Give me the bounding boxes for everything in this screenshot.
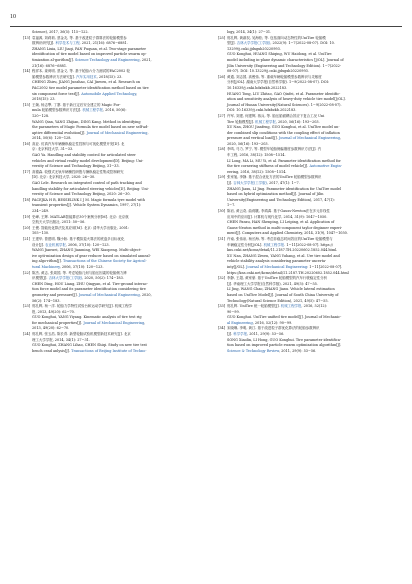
- reference-entry: [23, 69, 205, 103]
- reference-entry: [23, 226, 205, 237]
- reference-line: ation and sensitivity analysis of heavy-duty vehicle tire model[J/OL].: [227, 97, 346, 102]
- journal-name-link[interactable]: 科学学报: [233, 332, 248, 337]
- reference-line: 2014, 50(6): 120−128.: [32, 136, 72, 141]
- reference-entry: [218, 36, 400, 75]
- reference-line: aptive differential evolution[J]. Journal of Mechanical Engineering,: [32, 130, 149, 135]
- reference-number: [25]: [218, 35, 226, 40]
- reference-line: CHEN Ding, HOU Liang, ZHU Qingyan, et al. Tire-ground interac-: [32, 281, 148, 286]
- reference-line: based on hybrid optimization method[J]. Journal of Jilin: [227, 192, 324, 197]
- reference-line: vehicles and virtual reality model development[D]. Beijing: Uni-: [32, 158, 144, 163]
- reference-line: GUO Konghui, YANG Yiyang. Kinematic analysis of tire test rig: [32, 315, 142, 320]
- journal-name-link[interactable]: Journal of Mechanical Engineering: [83, 320, 145, 325]
- reference-entry: [23, 170, 205, 198]
- reference-line: al Engineering, 2016, 52(12): 90−99.: [227, 320, 293, 325]
- reference-line: Journal of Hunan University(Natural Sciences). 1−9(2022-08-07).: [227, 102, 342, 107]
- reference-line: 许军, 刘建, 何建辉, 蒋兵, 等. 胎压胎面耦合效应下复合工况 Uni: [227, 113, 325, 118]
- reference-line: [D]. 北京: 北京科技大学, 2020: 26−30.: [32, 175, 96, 180]
- reference-line: LI Jing, WANG Chao, ZHANG Jiaxu. Vehicle lateral estimation: [227, 287, 335, 292]
- reference-line: 郭孔辉, 张玉浩, 陈长青. 新型轮胎试验机模型新技术研究[J]. 北京: [32, 332, 131, 337]
- reference-line: 2013, 49(20): 62−70.: [32, 326, 70, 331]
- journal-name-link[interactable]: Journal of Mechanical Engineering: [246, 264, 308, 269]
- reference-line: 234−249.: [32, 209, 50, 213]
- journal-name-link[interactable]: 汽车实用技术: [76, 74, 97, 79]
- reference-line: kns.cnki.net/kcms/detail/11.2187.TH.20220602.1852.044.html.: [227, 248, 338, 253]
- reference-line: 陈岩, 黄云奇, 曲蒋眺, 李鸿禹. 基于Gauss-Newton法在多元非线性: [227, 209, 330, 213]
- reference-line: versity of Science and Technology Beijing, 2020: 26−30.: [32, 192, 131, 197]
- reference-line: GUO Konghui, ZHANG Lihao, CHEN Shiqi. Study on new tire test: [32, 343, 147, 348]
- reference-line: der combined slip conditions with the coupling effect of inflation: [227, 130, 340, 135]
- reference-line: ZHANG Lixia, LIU Jiaqi, PAN Fuquan, et al. Two-stage parameter: [32, 46, 147, 51]
- reference-line: 袁福源, 刘莉莉, 蔡金友, 等. 基于改进粒子群算法的轮胎模型参: [32, 35, 127, 40]
- reference-entry: [23, 304, 205, 332]
- reference-line: 2020, 56(16): 193−203.: [227, 141, 269, 146]
- reference-line: 车工程, 2016, 38(12): 1508−1514.: [227, 153, 286, 158]
- journal-name-link[interactable]: tural Machinery: [32, 264, 60, 269]
- reference-number: [23]: [23, 304, 31, 309]
- reference-entry: [218, 237, 400, 276]
- reference-line: bench cead anlysis[J]. Transactions of Beijing Institute of Techno-: [32, 348, 147, 353]
- reference-line: 高德森. 较强式无轨车辆操控研股与操纵稳定性集成控制研究: [32, 169, 124, 174]
- reference-line: logy, 2014, 34(1): 27−31.: [227, 30, 272, 34]
- reference-line: 史峰, 王辉. MATLAB智能算法30个案例分析[M]. 北京: 北京航: [32, 214, 129, 219]
- reference-line: ZHANG Jiaxu, LI Jing. Parameter identification for UniTire model: [227, 186, 342, 191]
- reference-line: the tire cornering stiffness of model vehicle[J]. Automotive Engin-: [227, 164, 342, 169]
- reference-entry: [218, 114, 400, 148]
- reference-number: [19]: [23, 214, 31, 219]
- reference-line: 2018(15): 23.: [32, 97, 56, 102]
- reference-number: [18]: [23, 197, 31, 202]
- reference-number: [28]: [218, 147, 226, 152]
- reference-line: CHEN Panzu, HAN Shenping, LI Leiping, et al. Application of: [227, 220, 335, 225]
- header-divider: [10, 26, 402, 27]
- reference-entry: [23, 198, 205, 215]
- journal-name-link[interactable]: 机械工程学报: [263, 242, 285, 247]
- journal-name-link[interactable]: Automotive Engin-: [309, 164, 342, 169]
- journal-name-link[interactable]: al Engineering: [227, 320, 253, 325]
- reference-line: handling stability for articulated steering vehicles[D]. Beijing: Uni-: [32, 186, 149, 191]
- reference-line: GAO Ya. Handling and stability control for articulated steer: [32, 153, 136, 158]
- reference-number: [30]: [218, 209, 226, 213]
- reference-line: ment[J]. Computers and Applied Chemistry, 2014, 31(9), 1047−1050.: [227, 231, 348, 236]
- reference-line: 高亚. 仿真汽车车辆操纵稳定性控制与可视化模型开发[D]. 北: [32, 141, 125, 146]
- reference-line: 数辨识研究[J]. 科学技术与工程, 2021, 21(16): 6876−6881.: [32, 41, 128, 46]
- reference-line: vehicle stability analysis considering parameter uncerta-: [227, 259, 327, 264]
- reference-line: tion based on improved particle swarm optimization algorithm[J].: [227, 343, 342, 348]
- reference-line: Gauss-Neuton method in multi-component taylor deginner experi-: [227, 225, 343, 230]
- reference-line: Jilin University (Engineering and Technology Edition). 1−7(2022-: [227, 63, 342, 68]
- reference-line: six component force test[J]. Automobile Applied Technology,: [32, 91, 138, 96]
- reference-line: based on UniTire Model[J]. Journal of South China University of: [227, 292, 339, 297]
- reference-line: 黄通, 刘志国, 高俊伟, 等. 重载车辆轮胎模型参数辨识与灵敏度: [227, 74, 322, 79]
- reference-line: 1−7.: [227, 203, 236, 208]
- reference-line: CHENG Zhiru, JIANG Junzhao, CAI Jinwen, et al. Research on: [32, 80, 141, 85]
- reference-number: [17]: [23, 169, 31, 174]
- journal-name-link[interactable]: 机械工程学报: [255, 119, 276, 124]
- reference-number: [32]: [218, 276, 226, 281]
- reference-line: 13299/j.cnki.jjdxgxb20220993.: [227, 46, 281, 51]
- reference-line: WANG Jianwei, ZHANG Jianming, WEI Xiaopeng. Multi-object-: [32, 248, 142, 253]
- reference-line: Technology(Natural Science Edition), 2021, 49(5): 47−55.: [227, 298, 329, 303]
- reference-line: DOI: 10.16339/j.cnki.hdxbzkb.2022183.: [227, 108, 297, 113]
- reference-number: [27]: [218, 113, 226, 118]
- references-right-column: [218, 30, 400, 354]
- reference-number: [29]: [218, 175, 226, 180]
- reference-number: [16]: [23, 141, 31, 146]
- reference-line: identification of tire model based on improved particle swarm op-: [32, 52, 147, 57]
- reference-line: 程祥本, 姜荷明, 蔡金义, 等. 基于轮胎六分力测试的PAC2002 轮: [32, 69, 130, 74]
- reference-line: LI Long, MA Li, MU Yi, et al. Parameter identification method for: [227, 158, 341, 163]
- reference-line: GUO Konghui, HUANG Shiqing, WU Haidong, et al. UniTire: [227, 52, 332, 57]
- journal-name-link[interactable]: 农业机械学报: [45, 242, 66, 247]
- reference-line: pressure and vertical load[J]. Journal of Mechanical Engineering,: [227, 136, 341, 141]
- reference-entry: [23, 36, 205, 70]
- reference-line: 许南, 张伟泉, 杨长海, 等. 考虑非稳态时间效应的UniTire 轮胎模型与: [227, 236, 333, 241]
- reference-line: 王婉, 杨志擎, 丁寨. 基于新日定后安全建立的 Magic For-: [32, 102, 121, 107]
- reference-entry: [23, 237, 205, 271]
- reference-entry: [23, 103, 205, 142]
- reference-number: [13]: [23, 35, 31, 40]
- reference-line: 报, 2013, 49(20): 62−70.: [32, 309, 75, 314]
- reference-line: the parameters of Magic Formula tire model based on new self-ad-: [32, 125, 149, 130]
- reference-line: 郭孔辉. UniTire 统一轮胎模型[J]. 机械工程学报, 2016, 52(12):: [227, 304, 328, 309]
- reference-line: 王建华, 曾建明, 魏小娇. 基于模拟退火算法的底盘多目标优化: [32, 236, 125, 241]
- reference-line: 应用中的应用[J]. 计算机与现代化学, 2014, 31(9): 1047−1050.: [227, 214, 328, 219]
- reference-number: [21]: [23, 236, 31, 241]
- reference-line: 型[J]. 吉林大学学报(工学版), 2022(9): 1−7(2022-08-07). DOI: 10.: [227, 41, 335, 46]
- journal-name-link[interactable]: 机械工程学报: [280, 304, 302, 309]
- reference-line: [J]. 吉林大学学报(工学版), 2017, 47(1): 1−7.: [227, 181, 300, 186]
- reference-entry: [218, 75, 400, 114]
- reference-line: for mechanical properties[J]. Journal of Mechanical Engineering,: [32, 320, 146, 325]
- reference-line: transient properties[J]. Vehicle System Dynamics, 1997, 27(1):: [32, 203, 142, 208]
- reference-line: Tire 轮胎模型[J]. 机械工程学报, 2020, 56(16): 193−203.: [227, 119, 320, 124]
- reference-line: tion force model and its parameter identification considering tire: [32, 287, 146, 292]
- reference-number: [33]: [218, 304, 226, 309]
- reference-line: [J]. 华南理工大学学报(自然科学版), 2021, 49(5): 47−55.: [227, 281, 318, 286]
- reference-number: [26]: [218, 74, 226, 79]
- reference-number: [14]: [23, 69, 31, 74]
- reference-line: 胎模型参数辨识方法研究[J]. 汽车实用技术, 2018(15): 23.: [32, 74, 123, 79]
- reference-entry: [23, 332, 205, 354]
- reference-number: [20]: [23, 225, 31, 230]
- reference-line: 京: 北京科技大学, 31−33.: [32, 147, 74, 152]
- reference-line: 105−130.: [32, 231, 50, 236]
- reference-line: inty[J/OL]. Journal of Mechanical Engineering: 1−11[2022-08-07].: [227, 264, 343, 269]
- reference-line: 90−99.: [227, 309, 240, 314]
- journal-name-link[interactable]: Transactions of the Chinese Society for Agricul-: [63, 259, 147, 264]
- reference-line: ing algo-rithm[J]. Transactions of the Chinese Society for Agricul-: [32, 259, 147, 264]
- reference-line: 李静, 王超, 黄家豪. 基于UniTire 轮胎模型的汽车行驶稳定性分析: [227, 276, 327, 281]
- journal-name-link[interactable]: 科学技术与工程: [55, 41, 80, 46]
- journal-name-link[interactable]: 机械工程学报: [82, 108, 103, 113]
- reference-line: 郭孔辉, 黄淑权, 吴海松, 等. 包括面向动态特性的UniTire 轮胎模: [227, 35, 326, 40]
- reference-line: 120−128.: [32, 113, 50, 118]
- reference-line: 56(2): 174−183.: [32, 298, 61, 303]
- journal-name-link[interactable]: Journal of Mechanical Engineering: [278, 136, 340, 141]
- references-left-column: [23, 30, 205, 354]
- reference-line: 张家旭, 李静. 基于混合优化方法的UniTire 轮胎模型参数辨识: [227, 175, 322, 180]
- reference-line: 10.16339/j.cnki.hdxbzkb.2022183.: [227, 85, 288, 90]
- reference-entry: [218, 209, 400, 237]
- reference-line: 理工大学学报, 2014, 34(1): 27−31.: [32, 337, 90, 342]
- reference-line: 郭孔辉, 杨一洋. 轮胎力学特性试验台和运动学研究[J]. 机械工程学: [32, 304, 132, 309]
- reference-line: geometry and pressure[J]. Journal of Mechanical Engineering, 2020,: [32, 292, 152, 297]
- reference-line: 设计[J]. 农业机械学报, 2006, 37(10): 120−123.: [32, 242, 110, 247]
- reference-entry: [23, 142, 205, 170]
- reference-line: 宋晓琳, 李明, 黄江. 基于改进粒子群优化算法的轮胎参数辨识: [227, 326, 320, 331]
- reference-line: XU Nan, ZHOU Jianfeng, GUO Konghui, et al. UniTire model un-: [227, 125, 340, 130]
- reference-line: 车辆稳定性分析[J/OL]. 机械工程学报. 1−11[2022-08-07]. https://: [227, 242, 333, 247]
- reference-line: tural Machinery, 2006, 37(10): 120−123.: [32, 264, 104, 269]
- reference-entry: [218, 276, 400, 304]
- reference-line: 08-07). DOI: 10.13229/j.cnki.jjdxgxb20220993.: [227, 69, 309, 74]
- journal-name-link[interactable]: 吉林大学学报(工学版): [48, 276, 83, 281]
- reference-line: SONG Xiaolin, LI Hong, GUO Konghui. Tire parameter identifica-: [227, 337, 341, 342]
- reference-line: GAO Lele. Research on integrated control of path tracking and: [32, 181, 142, 186]
- reference-line: 空航天大学出版社, 2011: 50−56.: [32, 220, 86, 225]
- reference-entry: [23, 271, 205, 305]
- reference-line: versity of Science and Technology Beijing, 31−33.: [32, 164, 120, 169]
- journal-name-link[interactable]: Journal of Mechanical Engineering: [86, 130, 148, 135]
- reference-line: XU Nan, ZHANG Ziwen, YANG Yuhang, et al. Ure tire model and: [227, 253, 340, 258]
- reference-line: model including in-plane dynamic characteristics [J/OL]. Journal of: [227, 57, 344, 62]
- reference-line: 分析[J/OL]. 湖南大学学报(自然科学版). 1−9(2022-08-07). DOI:: [227, 80, 330, 85]
- reference-number: [22]: [23, 270, 31, 275]
- reference-entry: [218, 304, 400, 326]
- page-number: 10: [10, 14, 16, 20]
- reference-line: https://kns.cnki.net/kcms/detail/11.2187.TH.20220602.1852.044.html: [227, 270, 349, 275]
- reference-line: 21(16): 6876−6881.: [32, 63, 68, 68]
- reference-line: [J]. 科学学报, 2011, 29(9): 53−56.: [227, 332, 285, 337]
- reference-entry: [218, 175, 400, 209]
- journal-name-link[interactable]: Automobile Applied Technology: [81, 91, 136, 96]
- reference-line: Science), 2017, 36(5): 115−122.: [32, 30, 89, 34]
- reference-line: eering, 2016, 38(12): 1508−1514.: [227, 169, 287, 174]
- reference-number: [34]: [218, 326, 226, 331]
- journal-name-link[interactable]: Transactions of Beijing Institute of Techno-: [71, 348, 147, 353]
- reference-number: [15]: [23, 102, 31, 107]
- reference-entry: [218, 326, 400, 354]
- reference-line: GUO Konghui. UniTire unified tire model[J]. Journal of Mechanic-: [227, 315, 342, 320]
- reference-line: PAC2002 tire model parameter identification method based on tire: [32, 85, 149, 90]
- reference-line: ive opti-mization design of gear reducer based on simulated anneal-: [32, 253, 151, 258]
- reference-number: [24]: [23, 332, 31, 337]
- reference-entry: [218, 147, 400, 175]
- reference-line: mula 轮胎模型参数辨识方法[J]. 机械工程学报, 2016, 50(6):: [32, 108, 127, 113]
- reference-line: 陈杰, 黄志, 张周国, 等. 考虑轮胎几何与胎压因素的轮胎侧力辨: [32, 270, 127, 275]
- reference-line: Science & Technology Review, 2011, 29(9): 53−56.: [227, 348, 317, 353]
- reference-line: 识模型[J]. 吉林大学学报(工学版), 2020, 50(2): 174−183.: [32, 276, 124, 281]
- reference-line: WANG Qian, YANG Zhijian, DING Kang. Method in identifying: [32, 119, 141, 124]
- reference-line: timization al-gorithm[J]. Science Technology and Engineering, 2021,: [32, 57, 152, 62]
- journal-name-link[interactable]: Science Technology and Engineering: [74, 57, 140, 62]
- journal-name-link[interactable]: 吉林大学学报(工学版): [233, 181, 267, 186]
- reference-line: 王俊. 智能优化算法及其应用[M]. 北京: 清华大学出版社, 2001:: [32, 225, 130, 230]
- reference-line: PACEJKA H B, BESSELINK I J M. Magic formula tyre model with: [32, 197, 146, 202]
- reference-line: HUANG Tong, LIU Zhitao, GAO Qinfei, et al. Parameter identific-: [227, 91, 341, 96]
- journal-name-link[interactable]: 吉林大学学报(工学版): [236, 41, 271, 46]
- reference-line: 李鸣, 马力, 罗宁, 等. 模型车轮胎侧偏刚度参数辨识方法[J]. 汽: [227, 147, 322, 152]
- reference-entry: [23, 215, 205, 226]
- journal-name-link[interactable]: Science & Technology Review: [227, 348, 279, 353]
- journal-name-link[interactable]: Journal of Mechanical Engineering: [78, 292, 140, 297]
- reference-number: [31]: [218, 236, 226, 241]
- reference-line: University(Engineering and Technology Edition), 2017, 47(1):: [227, 197, 335, 202]
